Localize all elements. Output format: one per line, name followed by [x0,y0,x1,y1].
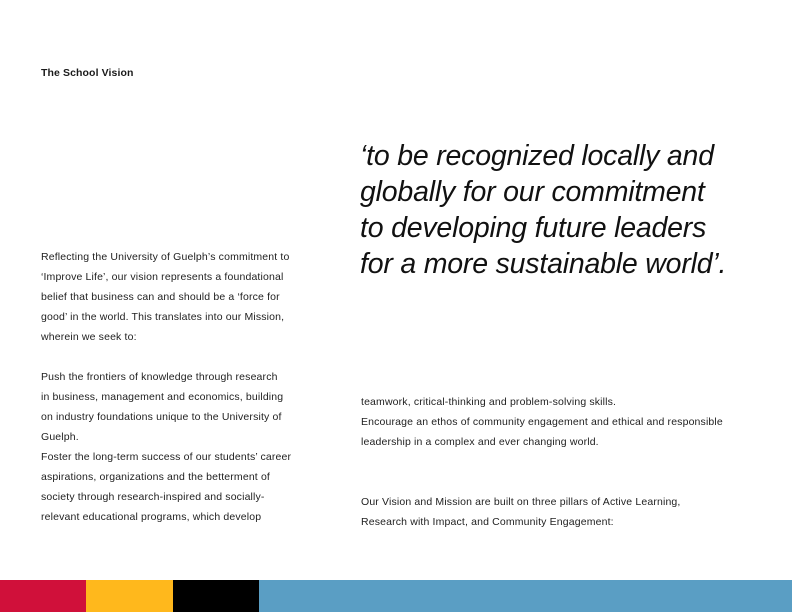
color-segment-black [173,580,259,612]
text-line: Our Vision and Mission are built on three pillars of Active Learning, [361,496,681,508]
vision-quote [360,138,780,282]
right-body-column [361,392,761,452]
quote-line: globally for our commitment [360,176,705,208]
text-line: leadership in a complex and ever changing world. [361,436,599,448]
quote-line: to developing future leaders [360,212,707,244]
left-body-column [41,247,331,527]
quote-line: ‘to be recognized locally and [360,140,714,172]
paragraph-spacer [41,347,331,367]
text-line: ‘Improve Life’, our vision represents a foundational [41,271,284,283]
color-segment-red [0,580,86,612]
color-segment-blue [259,580,792,612]
footer-color-bar [0,580,792,612]
text-line: Encourage an ethos of community engagement and ethical and responsible [361,416,723,428]
color-segment-yellow [86,580,172,612]
text-line: Research with Impact, and Community Engagement: [361,516,614,528]
text-line: Reflecting the University of Guelph’s commitment to [41,251,290,263]
section-title: The School Vision [41,67,134,79]
text-line: aspirations, organizations and the betterment of [41,471,271,483]
text-line: relevant educational programs, which develop [41,511,262,523]
text-line: Foster the long-term success of our students’ career [41,451,292,463]
text-line: belief that business can and should be a ‘force for [41,291,280,303]
mission-list [41,367,331,527]
text-line: good’ in the world. This translates into our Mission, [41,311,285,323]
text-line: wherein we seek to: [41,331,137,343]
text-line: society through research-inspired and socially- [41,491,265,503]
text-line: teamwork, critical-thinking and problem-solving skills. [361,396,617,408]
text-line: in business, management and economics, building [41,391,284,403]
pillars-paragraph [361,492,761,532]
text-line: Push the frontiers of knowledge through research [41,371,278,383]
text-line: on industry foundations unique to the University of [41,411,282,423]
quote-line: for a more sustainable world’. [360,248,727,280]
text-line: Guelph. [41,431,79,443]
intro-paragraph [41,247,331,347]
